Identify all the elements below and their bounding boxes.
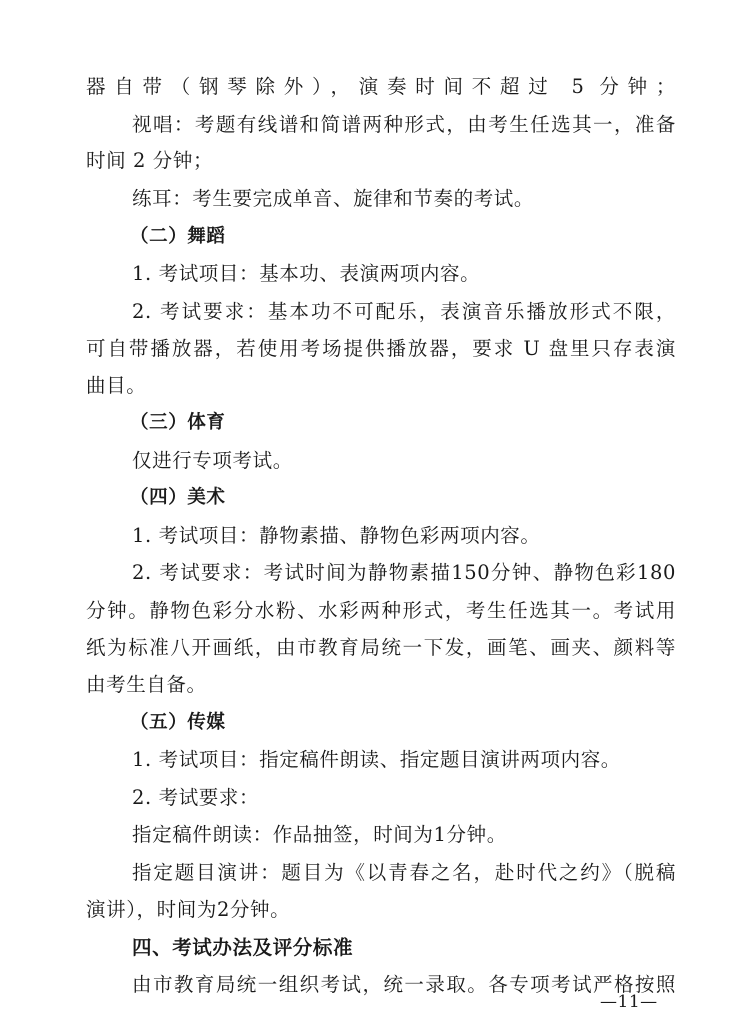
- subsection-heading: （二）舞蹈: [130, 226, 226, 247]
- paragraph-line: 指定题目演讲：题目为《以青春之名，赴时代之约》（脱稿: [132, 861, 676, 884]
- paragraph-line: 由市教育局统一组织考试，统一录取。各专项考试严格按照: [132, 973, 676, 996]
- subsection-heading: （三）体育: [130, 412, 226, 433]
- paragraph-line: 1. 考试项目：基本功、表演两项内容。: [132, 262, 481, 285]
- paragraph-line: 2. 考试要求：考试时间为静物素描150分钟、静物色彩180: [132, 561, 676, 584]
- paragraph-line: 视唱：考题有线谱和简谱两种形式，由考生任选其一，准备: [132, 113, 676, 136]
- paragraph-line: 仅进行专项考试。: [132, 449, 293, 472]
- subsection-heading: （四）美术: [130, 487, 226, 508]
- page-number: —11—: [600, 992, 658, 1012]
- paragraph-line: 器自带（钢琴除外），演奏时间不超过 5 分钟；: [86, 75, 676, 98]
- paragraph-line: 可自带播放器，若使用考场提供播放器，要求 U 盘里只存表演: [86, 337, 676, 360]
- paragraph-line: 练耳：考生要完成单音、旋律和节奏的考试。: [132, 187, 535, 210]
- paragraph-line: 演讲），时间为2分钟。: [86, 898, 291, 921]
- paragraph-line: 时间 2 分钟；: [86, 149, 214, 172]
- paragraph-line: 由考生自备。: [86, 673, 207, 696]
- section-heading: 四、考试办法及评分标准: [132, 936, 354, 959]
- paragraph-line: 1. 考试项目：指定稿件朗读、指定题目演讲两项内容。: [132, 748, 621, 771]
- paragraph-line: 分钟。静物色彩分水粉、水彩两种形式，考生任选其一。考试用: [86, 599, 676, 622]
- paragraph-line: 指定稿件朗读：作品抽签，时间为1分钟。: [132, 823, 507, 846]
- paragraph-line: 曲目。: [86, 374, 147, 397]
- paragraph-line: 2. 考试要求：基本功不可配乐，表演音乐播放形式不限，: [132, 300, 676, 323]
- paragraph-line: 1. 考试项目：静物素描、静物色彩两项内容。: [132, 524, 541, 547]
- paragraph-line: 纸为标准八开画纸，由市教育局统一下发，画笔、画夹、颜料等: [86, 636, 676, 659]
- paragraph-line: 2. 考试要求：: [132, 786, 260, 809]
- subsection-heading: （五）传媒: [130, 712, 226, 733]
